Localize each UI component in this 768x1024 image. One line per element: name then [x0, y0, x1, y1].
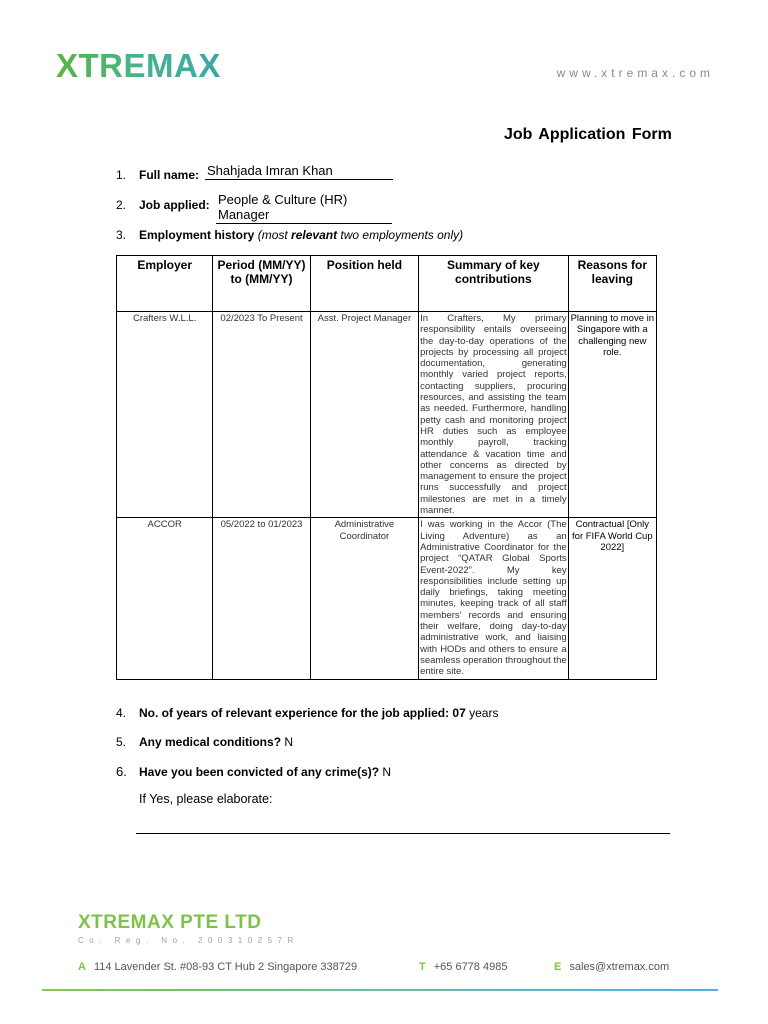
header-period: Period (MM/YY) to (MM/YY)	[213, 256, 310, 312]
summary-cell: In Crafters, My primary responsibility entails overseeing the day-to-day operations of the projects by processing all project documentation, generating monthly varied project reports, contacting suppliers, procuring resources, and assisting the team as needed. Furthermore, handling petty cash and monitoring project HR duties such as employee monthly payroll, tracking attendance & vacation time and other concerns as directed by management to ensure the project runs successfully and project milestones are met in a timely manner.	[420, 313, 567, 517]
table-row	[117, 518, 657, 679]
footer-address: A 114 Lavender St. #08-93 CT Hub 2 Singapore 338729	[78, 961, 358, 973]
footer-phone: T +65 6778 4985	[419, 961, 508, 973]
job-applied-label: Job applied:	[139, 198, 210, 212]
q5-number: 5.	[116, 735, 127, 749]
footer-divider	[42, 989, 718, 991]
xtremax-logo	[56, 50, 246, 80]
conviction-label: Have you been convicted of any crime(s)? N	[139, 765, 392, 779]
website-url: www.xtremax.com	[556, 66, 714, 80]
elaborate-answer-line[interactable]	[136, 833, 670, 834]
experience-years-unit: years	[469, 706, 499, 720]
address-key: A	[78, 961, 86, 973]
full-name-label: Full name:	[139, 168, 200, 182]
full-name-field[interactable]: Shahjada Imran Khan	[205, 163, 393, 180]
q4-number: 4.	[116, 706, 127, 720]
q6-number: 6.	[116, 764, 127, 779]
q1-number: 1.	[116, 168, 127, 182]
svg-text:XTREMAX: XTREMAX	[56, 50, 221, 80]
header-summary: Summary of key contributions	[419, 256, 569, 312]
reason-cell: Planning to move in Singapore with a challenging new role.	[568, 312, 656, 518]
reason-cell: Contractual [Only for FIFA World Cup 2022]	[568, 518, 656, 679]
form-title: Job Application Form	[504, 126, 672, 143]
period-cell: 02/2023 To Present	[213, 312, 310, 518]
q3-number: 3.	[116, 228, 127, 242]
header-employer: Employer	[117, 256, 213, 312]
elaborate-prompt: If Yes, please elaborate:	[139, 792, 273, 806]
company-name: XTREMAX PTE LTD	[78, 912, 262, 933]
phone-key: T	[419, 961, 426, 973]
medical-conditions-answer[interactable]: N	[284, 735, 294, 749]
employer-cell: ACCOR	[117, 518, 213, 679]
position-cell: Asst. Project Manager	[310, 312, 418, 518]
header-reason: Reasons for leaving	[568, 256, 656, 312]
table-header-row	[117, 256, 657, 312]
q2-number: 2.	[116, 198, 127, 212]
table-row	[117, 312, 657, 518]
summary-cell: I was working in the Accor (The Living Adventure) as an Administrative Coordinator for the project “QATAR Global Sports Event-2022”. My key responsibilities include setting up daily briefings, taking meeting minutes, keeping track of all staff members' records and ensuring their welfare, doing day-to-day administrative work, and liaising with HODs and others to ensure a seamless operation throughout the entire site.	[420, 519, 567, 678]
experience-years-label: No. of years of relevant experience for the job applied: 07 years	[139, 706, 499, 720]
job-applied-field[interactable]: People & Culture (HR) Manager	[216, 192, 392, 224]
period-cell: 05/2022 to 01/2023	[213, 518, 310, 679]
medical-conditions-label: Any medical conditions? N	[139, 735, 294, 749]
header-position: Position held	[310, 256, 418, 312]
footer-email: E sales@xtremax.com	[554, 961, 670, 973]
employment-history-label: Employment history (most relevant two employments only)	[139, 228, 464, 242]
employment-history-note: (most relevant two employments only)	[257, 228, 464, 242]
company-reg-no: Co. Reg. No. 200310257R	[78, 936, 299, 945]
employer-cell: Crafters W.L.L.	[117, 312, 213, 518]
employment-history-table	[116, 255, 657, 680]
position-cell: Administrative Coordinator	[310, 518, 418, 679]
email-key: E	[554, 961, 562, 973]
conviction-answer[interactable]: N	[382, 765, 392, 779]
